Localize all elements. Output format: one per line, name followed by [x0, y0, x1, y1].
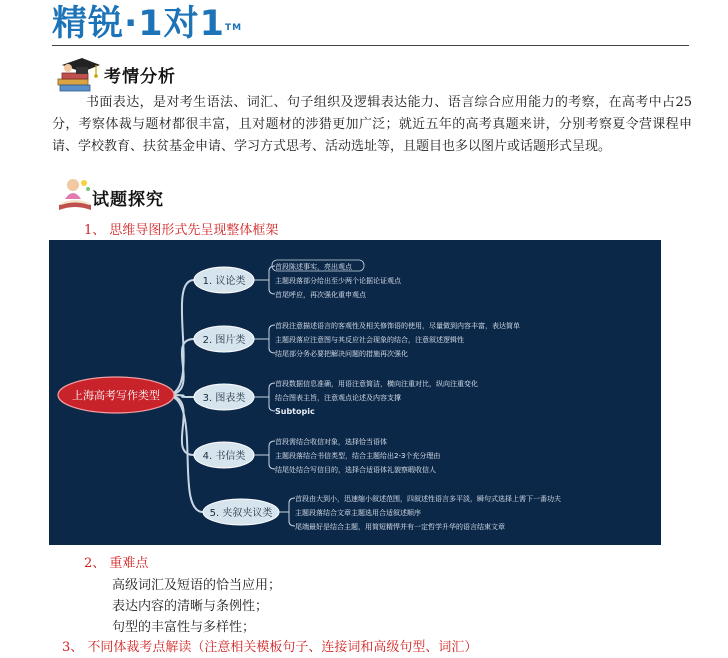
header-divider	[52, 45, 689, 46]
branch-3-detail-1: 首段数据信息准确，用语注意简洁，横向注重对比，纵向注重变化	[275, 380, 478, 388]
trademark: TM	[225, 23, 243, 33]
mindmap	[49, 240, 661, 545]
branch-2-detail-1: 首段注意描述语言的客观性及相关修饰语的使用，尽量做到内容丰富，表达简单	[275, 322, 520, 330]
branch-5-detail-3: 尾端最好是结合主题，用简短精悍并有一定哲学升华的语言结束文章	[295, 523, 505, 531]
detail-bracket-1	[254, 266, 275, 294]
branch-5-detail-1: 首段由大到小，迅速缩小叙述范围，四叙述性语言多平淡，瞬句式选择上需下一番功夫	[295, 495, 561, 503]
branch-3-detail-2: 结合图表主旨，注意观点论述及内容支撑	[275, 394, 401, 402]
branch-1-detail-1: 首段陈述事实，亮出观点	[275, 263, 352, 271]
graduation-cap-icon	[54, 55, 100, 93]
detail-bracket-2	[254, 325, 275, 353]
point-2: 2、 重难点	[84, 556, 149, 571]
item-2: 表达内容的清晰与条例性；	[112, 599, 269, 614]
point-3: 3、 不同体裁考点解读（注意相关模板句子、连接词和高级句型、词汇）	[62, 640, 478, 655]
branch-label-5: 5. 夹叙夹议类	[209, 508, 273, 519]
book-icon	[55, 175, 95, 213]
branch-3-detail-3: Subtopic	[275, 407, 315, 416]
detail-bracket-5	[279, 498, 295, 526]
detail-bracket-3	[254, 383, 275, 411]
point-1: 1、 思维导图形式先呈现整体框架	[84, 223, 279, 238]
branch-label-1: 1. 议论类	[202, 276, 246, 287]
item-3: 句型的丰富性与多样性；	[112, 620, 256, 635]
branch-1-detail-3: 首尾呼应，再次强化重申观点	[275, 291, 366, 299]
branch-label-3: 3. 图表类	[202, 393, 246, 404]
section-title-exploration: 试题探究	[92, 190, 164, 210]
branch-4-detail-3: 结尾处结合写信目的，选择合适语体礼貌察暇收信人	[275, 466, 436, 474]
branch-5-detail-2: 主题段落结合文章主题选用合适叙述顺序	[295, 509, 421, 517]
branch-label-4: 4. 书信类	[202, 451, 246, 462]
central-label: 上海高考写作类型	[72, 389, 160, 402]
branch-4-detail-2: 主题段落结合书信类型，结合主题给出2-3个充分理由	[275, 452, 441, 460]
section-title-analysis: 考情分析	[104, 67, 176, 87]
branch-label-2: 2. 图片类	[202, 335, 246, 346]
brand-logo	[52, 2, 242, 46]
branch-4-detail-1: 首段需结合收信对象，选择恰当语体	[275, 438, 387, 446]
branch-2-detail-3: 结尾部分务必要把解决问题的措施再次强化	[275, 350, 408, 358]
item-1: 高级词汇及短语的恰当应用；	[112, 578, 282, 593]
brand-text: 精锐·1对1	[52, 4, 226, 44]
branch-line-1	[166, 280, 194, 395]
detail-bracket-4	[254, 441, 275, 469]
branch-1-detail-2: 主题段落部分给出至少两个论据论证观点	[275, 277, 401, 285]
branch-2-detail-2: 主题段落应注意图与其反应社会现象的结合，注意叙述逻辑性	[275, 336, 464, 344]
analysis-paragraph: 书面表达，是对考生语法、词汇、句子组织及逻辑表达能力、语言综合应用能力的考察，在高考中占25分，考察体裁与题材都很丰富，且对题材的涉猎更加广泛；就近五年的高考真题来讲，分别考察夏令营课程申请、学校教育、扶贫基金申请、学习方式思考、活动选址等，且题目也多以图片或话题形式呈现。	[52, 95, 692, 154]
